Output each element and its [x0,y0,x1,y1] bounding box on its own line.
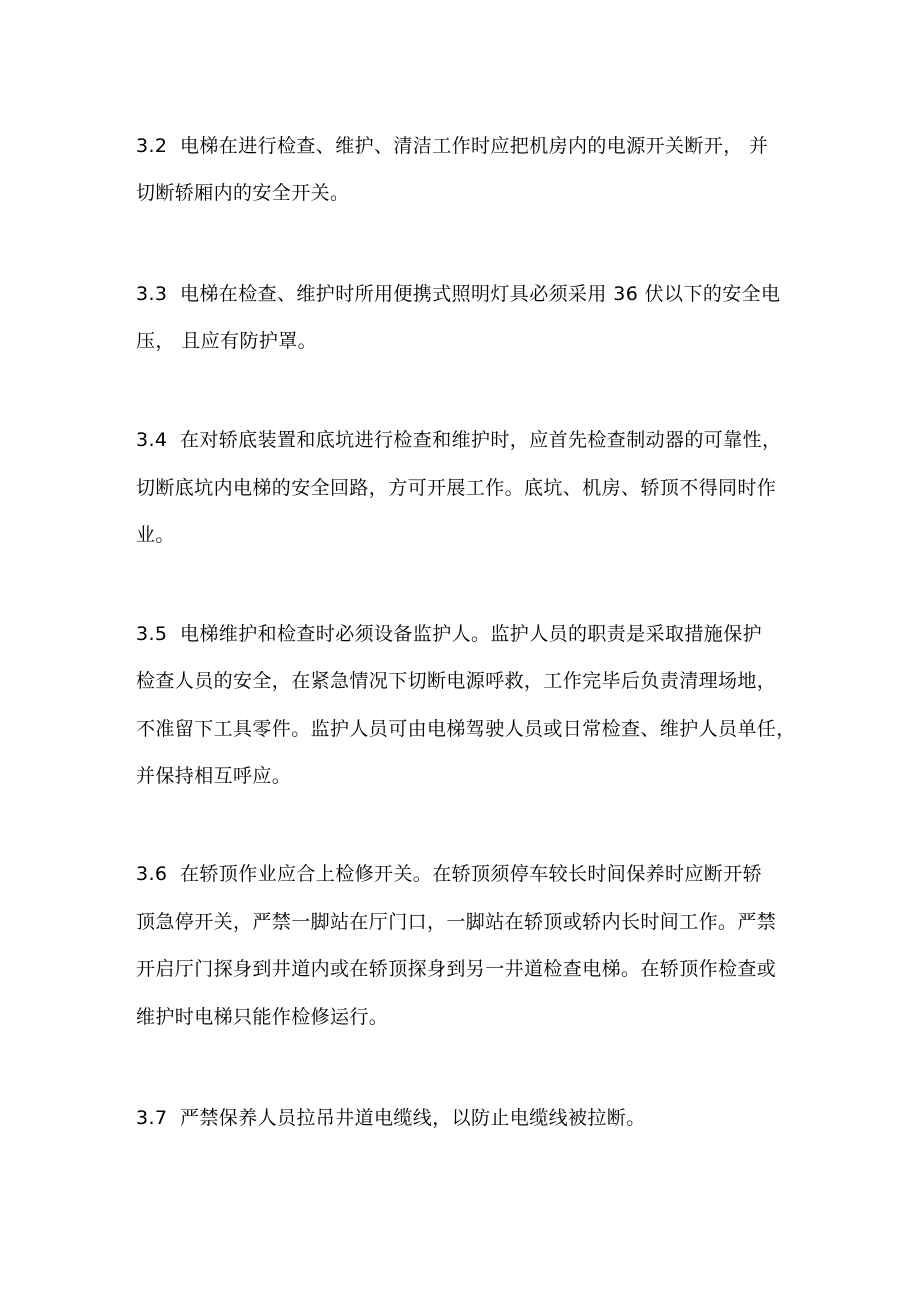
section-3-5-line-3 [136,716,796,742]
paragraph-text: 电梯在进行检查、维护、清洁工作时应把机房内的电源开关断开， 并 [180,135,769,157]
section-3-4-line-3 [136,522,796,548]
paragraph-text: 不准留下工具零件。监护人员可由电梯驾驶人员或日常检查、维护人员单任， [136,718,796,740]
section-3-4-line-2 [136,475,796,501]
paragraph-text: 开启厅门探身到井道内或在轿顶探身到另一井道检查电梯。在轿顶作检查或 [136,958,777,980]
section-3-5-line-4 [136,763,796,789]
section-3-3-line-1 [136,281,796,307]
section-number: 3.3 [136,283,168,305]
section-3-7-line-1 [136,1105,796,1131]
section-3-6-line-4 [136,1004,796,1030]
paragraph-text: 并保持相互呼应。 [136,765,292,787]
paragraph-text: 维护时电梯只能作检修运行。 [136,1006,389,1028]
paragraph-text: 检查人员的安全，在紧急情况下切断电源呼救，工作完毕后负责清理场地， [136,670,777,692]
paragraph-text: 压， 且应有防护罩。 [136,330,318,352]
paragraph-text: 业。 [136,524,175,546]
section-3-6-line-3 [136,956,796,982]
section-3-6-line-1 [136,861,796,887]
section-3-2-line-1 [136,133,796,159]
paragraph-text: 严禁保养人员拉吊井道电缆线，以防止电缆线被拉断。 [180,1107,646,1129]
section-3-4-line-1 [136,427,796,453]
paragraph-text: 电梯维护和检查时必须设备监护人。监护人员的职责是采取措施保护 [180,623,763,645]
section-3-2-line-2 [136,180,796,206]
section-number: 3.5 [136,623,168,645]
section-number: 3.6 [136,863,168,885]
section-number: 3.7 [136,1107,168,1129]
paragraph-text: 切断轿厢内的安全开关。 [136,182,350,204]
paragraph-text: 切断底坑内电梯的安全回路，方可开展工作。底坑、机房、轿顶不得同时作 [136,477,777,499]
section-number: 3.4 [136,429,168,451]
section-3-6-line-2 [136,909,796,935]
paragraph-text: 在轿顶作业应合上检修开关。在轿顶须停车较长时间保养时应断开轿 [180,863,763,885]
paragraph-text: 顶急停开关，严禁一脚站在厅门口，一脚站在轿顶或轿内长时间工作。严禁 [136,911,777,933]
paragraph-text: 在对轿底装置和底坑进行检查和维护时，应首先检查制动器的可靠性， [180,429,782,451]
paragraph-text: 电梯在检查、维护时所用便携式照明灯具必须采用 36 伏以下的安全电 [180,283,781,305]
section-number: 3.2 [136,135,168,157]
section-3-3-line-2 [136,328,796,354]
section-3-5-line-2 [136,668,796,694]
section-3-5-line-1 [136,621,796,647]
